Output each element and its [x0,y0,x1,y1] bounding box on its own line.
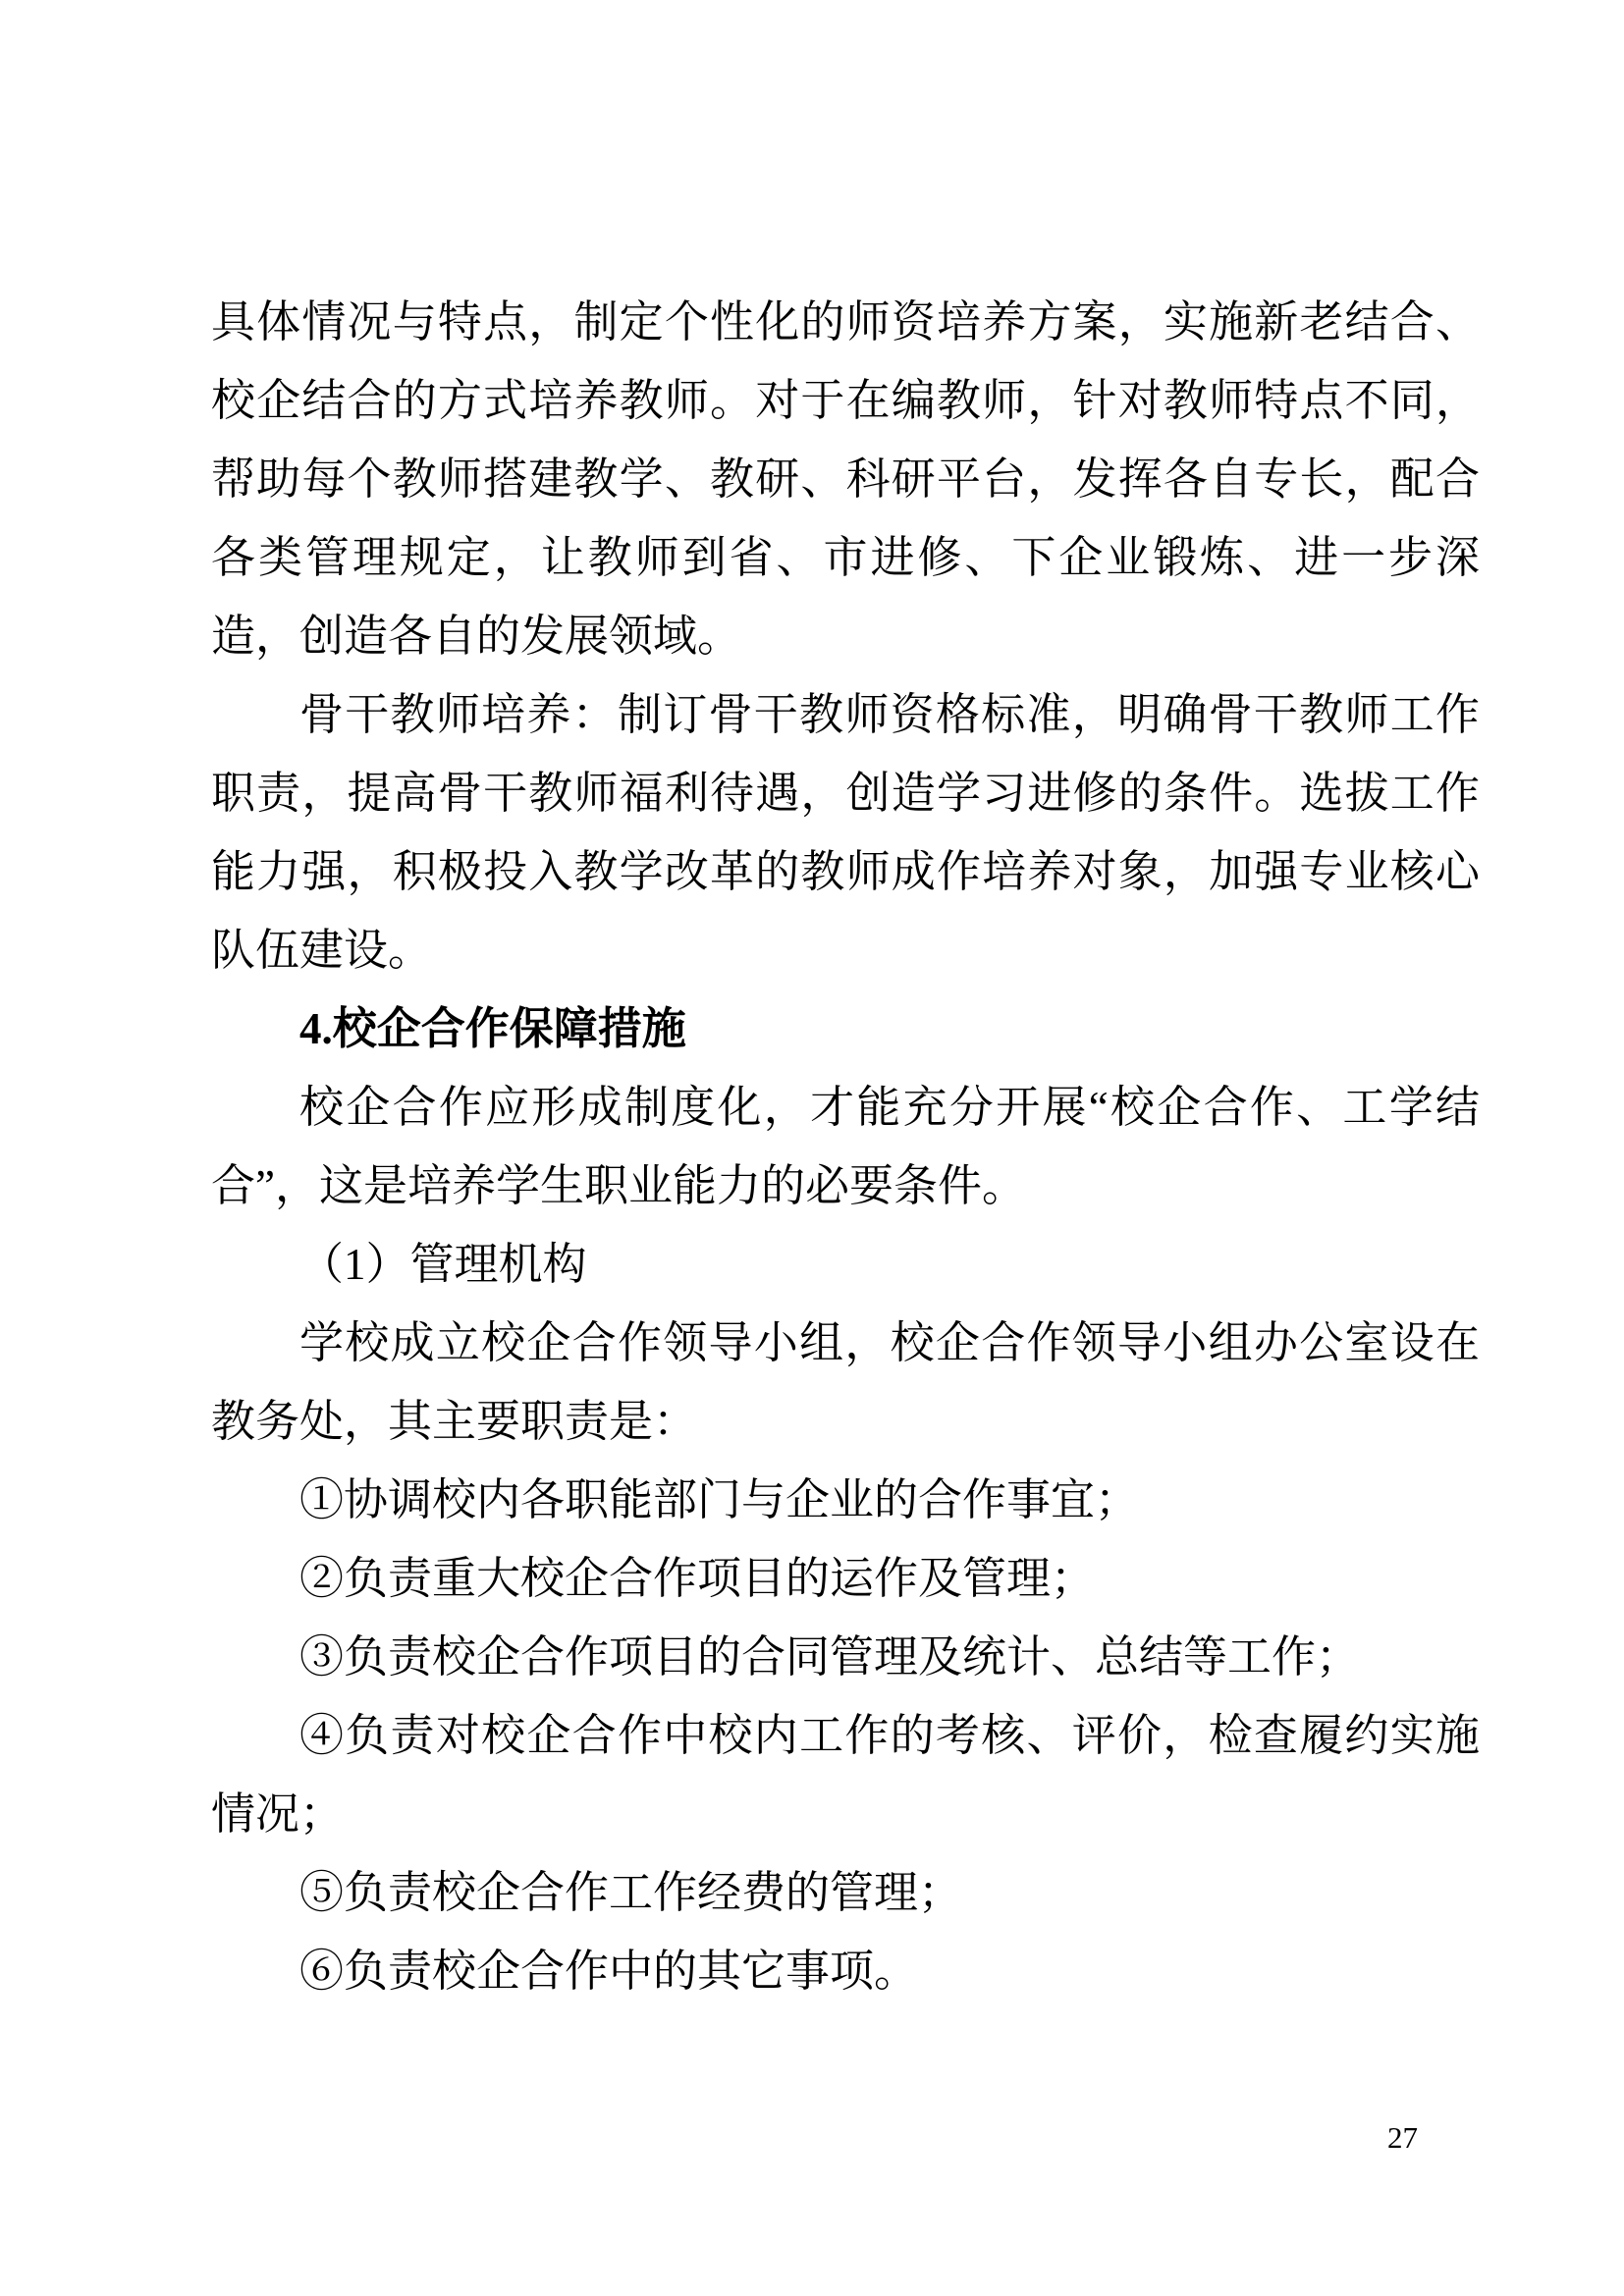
paragraph: 校企合作应形成制度化，才能充分开展“校企合作、工学结合”，这是培养学生职业能力的必要条件。 [211,1083,1480,1210]
paragraph: 学校成立校企合作领导小组，校企合作领导小组办公室设在教务处，其主要职责是： [211,1318,1480,1446]
paragraph: ⑤负责校企合作工作经费的管理； [299,1868,963,1917]
paragraph: ①协调校内各职能部门与企业的合作事宜； [299,1475,1140,1524]
paragraph: ④负责对校企合作中校内工作的考核、评价，检查履约实施情况； [211,1711,1480,1839]
paragraph: ③负责校企合作项目的合同管理及统计、总结等工作； [299,1632,1361,1682]
paragraph: ⑥负责校企合作中的其它事项。 [299,1947,919,1996]
page-number: 27 [1387,2120,1418,2155]
paragraph: 具体情况与特点，制定个性化的师资培养方案，实施新老结合、校企结合的方式培养教师。对于在编教师，针对教师特点不同，帮助每个教师搭建教学、教研、科研平台，发挥各自专长，配合各类管理规定，让教师到省、市进修、下企业锻炼、进一步深造，创造各自的发展领域。 [211,297,1480,661]
paragraph: 骨干教师培养：制订骨干教师资格标准，明确骨干教师工作职责，提高骨干教师福利待遇，创造学习进修的条件。选拔工作能力强，积极投入教学改革的教师成作培养对象，加强专业核心队伍建设。 [211,690,1480,975]
paragraph: ②负责重大校企合作项目的运作及管理； [299,1554,1096,1603]
document-body [211,283,1480,2010]
section-heading: 4.校企合作保障措施 [299,1004,686,1053]
paragraph: （1）管理机构 [299,1240,587,1289]
